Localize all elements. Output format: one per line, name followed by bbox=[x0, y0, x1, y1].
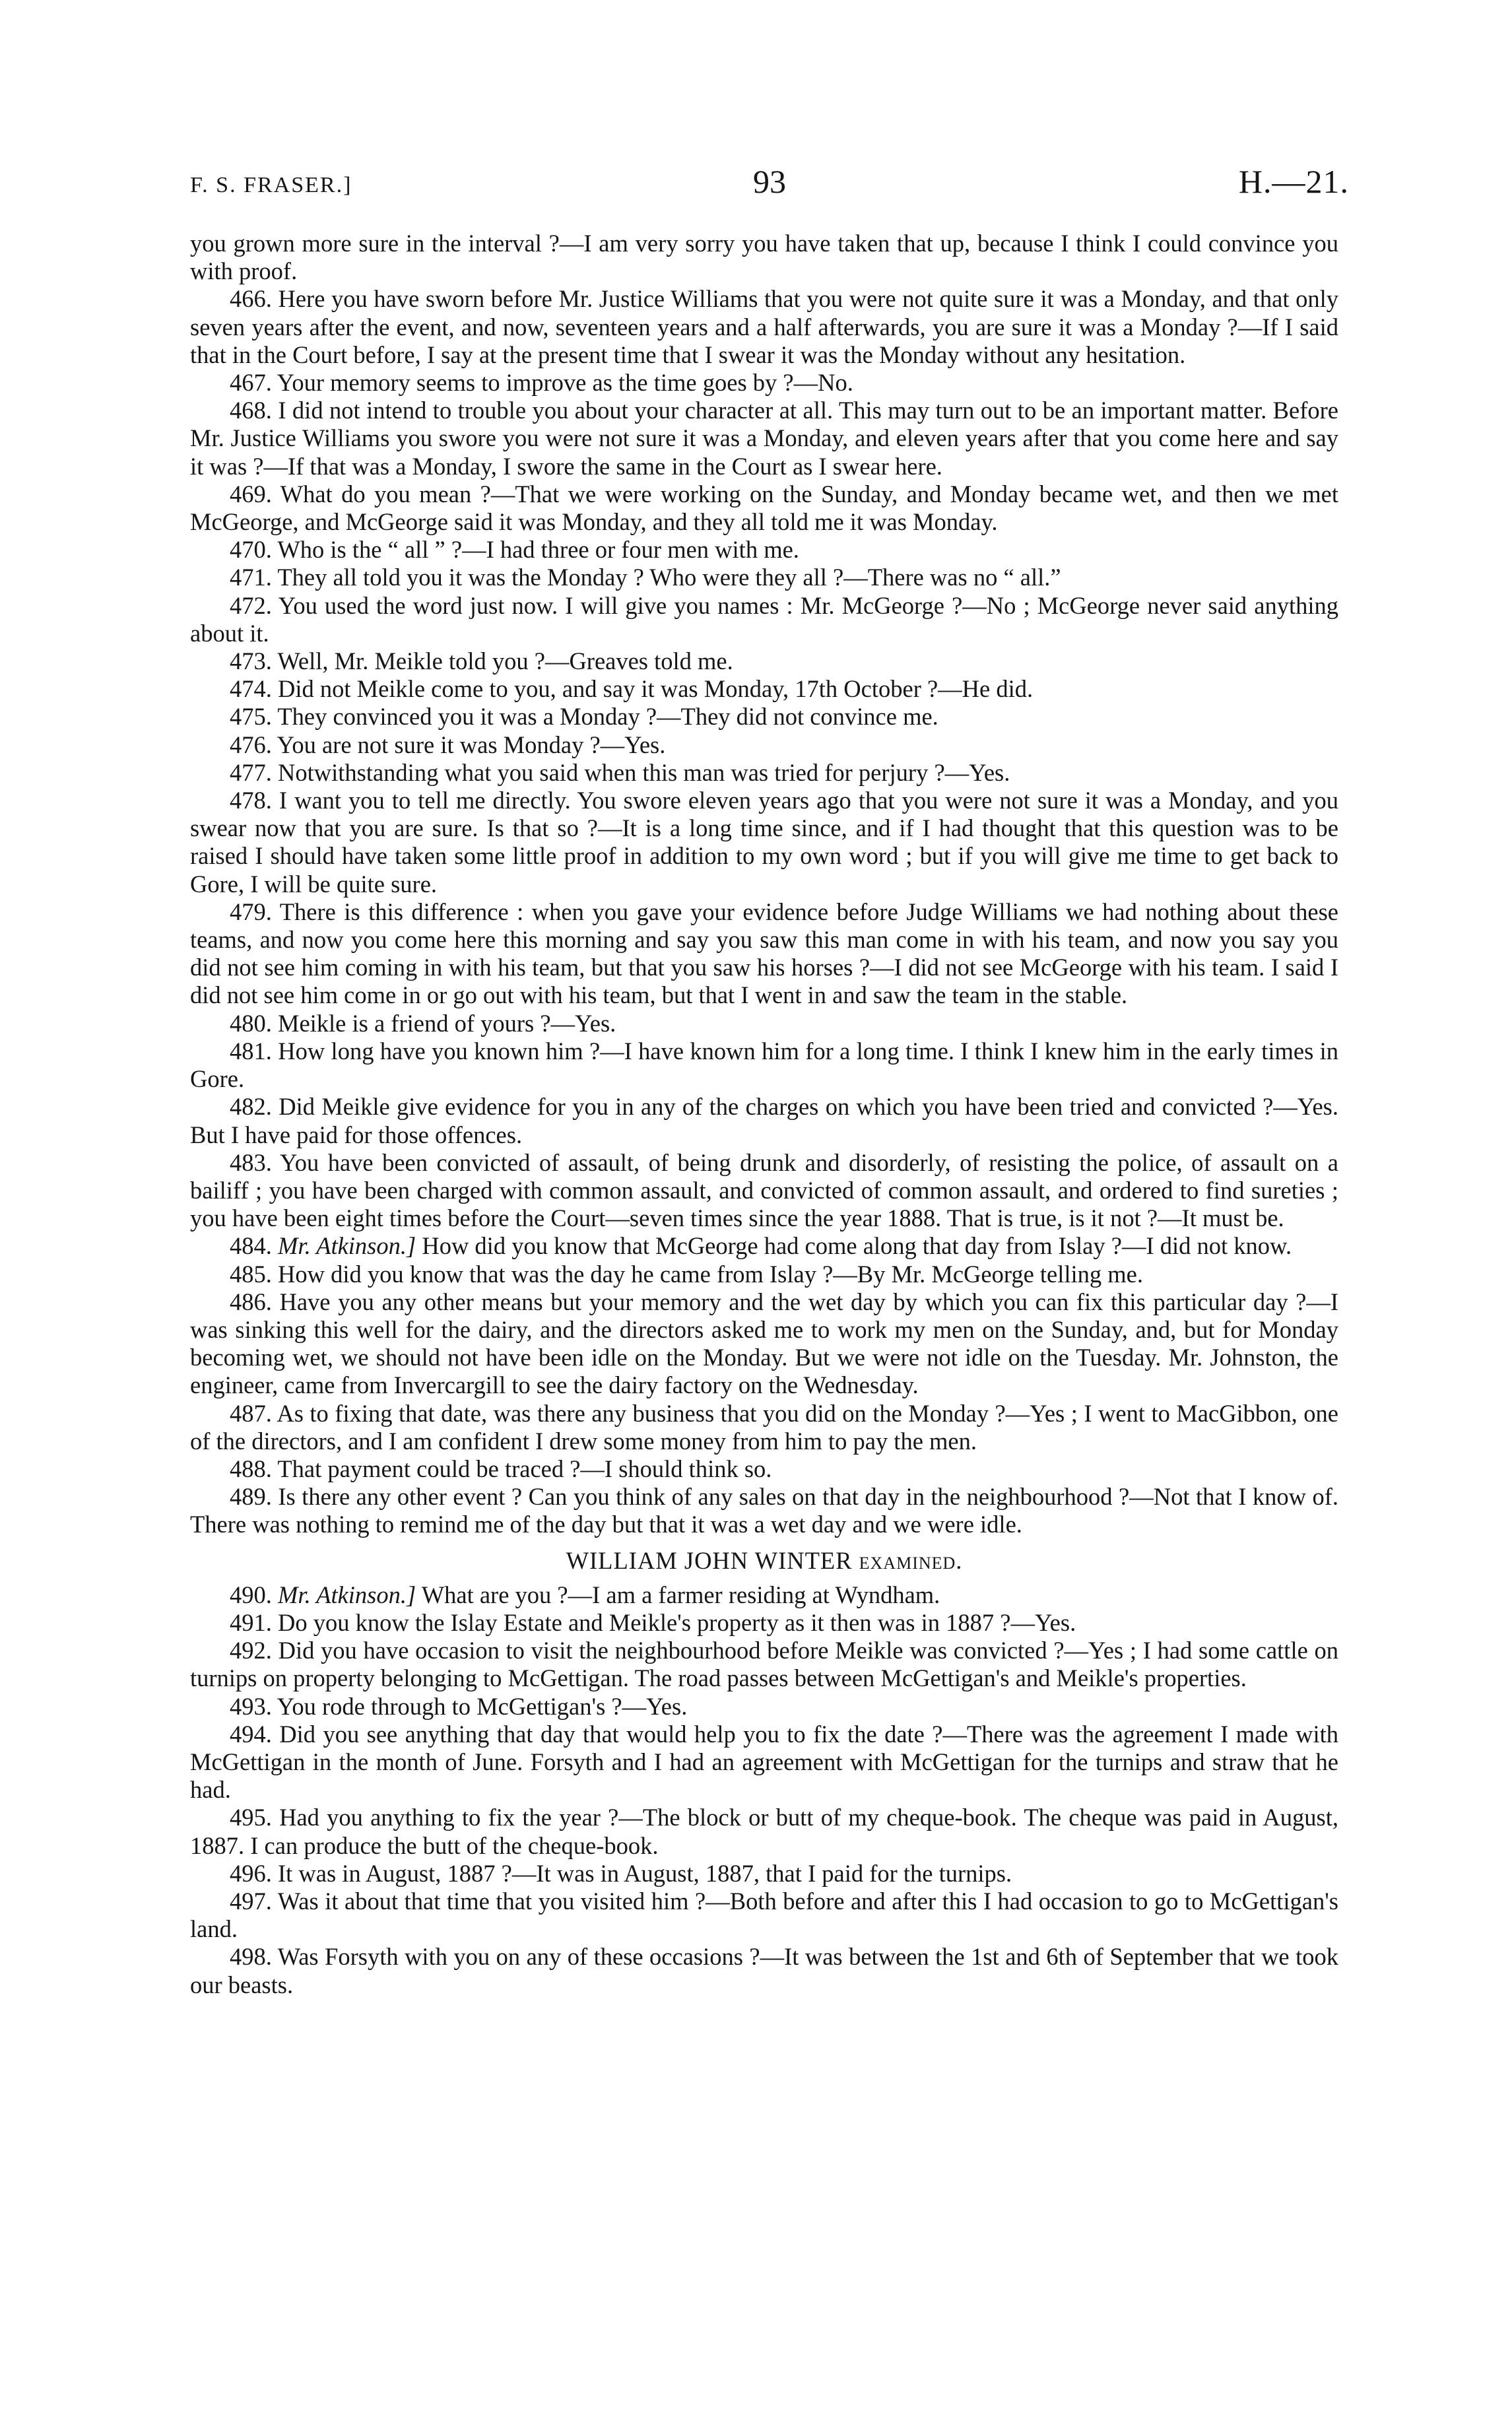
testimony-paragraph bbox=[190, 1804, 1338, 1859]
question-number: 475. bbox=[230, 703, 272, 731]
paragraph-text: How long have you known him ?—I have known him for a long time. I think I knew him in the early times in Gore. bbox=[190, 1037, 1339, 1093]
question-number: 495. bbox=[230, 1804, 272, 1831]
question-number: 477. bbox=[230, 758, 272, 786]
paragraph-text: What do you mean ?—That we were working on the Sunday, and Monday became wet, and then we met McGeorge, and McGeorge said it was Monday, and they all told me it was Monday. bbox=[190, 480, 1338, 536]
question-number: 493. bbox=[230, 1692, 272, 1720]
testimony-paragraph bbox=[190, 1609, 1338, 1637]
testimony-paragraph bbox=[190, 1261, 1338, 1288]
question-number: 468. bbox=[230, 397, 272, 424]
testimony-paragraph bbox=[190, 1010, 1338, 1037]
paragraph-text: You used the word just now. I will give you names : Mr. McGeorge ?—No ; McGeorge never said anything about it. bbox=[190, 591, 1338, 647]
paragraph-text: They all told you it was the Monday ? Who were they all ?—There was no “ all.” bbox=[277, 564, 1061, 591]
question-number: 472. bbox=[230, 591, 272, 619]
paragraph-text: Did you see anything that day that would help you to fix the date ?—There was the agreement I made with McGettigan in the month of June. Forsyth and I had an agreement with McGettigan for the turnips and straw that he had. bbox=[190, 1720, 1338, 1804]
question-number: 484. bbox=[230, 1232, 272, 1260]
paragraph-text: Is there any other event ? Can you think of any sales on that day in the neighbourhood ?—Not that I know of. There was nothing to remind me of the day but that it was a wet day and we were idle. bbox=[190, 1483, 1339, 1538]
testimony-paragraph bbox=[190, 564, 1338, 591]
testimony-paragraph bbox=[190, 1637, 1338, 1692]
paragraph-text: Meikle is a friend of yours ?—Yes. bbox=[278, 1009, 616, 1037]
testimony-paragraph bbox=[190, 703, 1338, 731]
question-number: 498. bbox=[230, 1943, 272, 1971]
question-number: 480. bbox=[230, 1009, 272, 1037]
question-number: 469. bbox=[230, 480, 272, 508]
page-number: 93 bbox=[753, 163, 786, 200]
paragraph-text: There is this difference : when you gave your evidence before Judge Williams we had nothing about these teams, and now you come here this morning and say you saw this man come in with his team, and now you say you did not see him coming in with his team, but that you saw his horses ?—I did not see McGeorge with his team. I said I did not see him come in or go out with his team, but that I went in and saw the team in the stable. bbox=[190, 898, 1339, 1009]
question-number: 488. bbox=[230, 1455, 272, 1482]
witness-heading: WILLIAM JOHN WINTER examined. bbox=[566, 1546, 963, 1574]
testimony-paragraph bbox=[190, 230, 1338, 285]
question-number: 481. bbox=[230, 1037, 272, 1065]
testimony-paragraph bbox=[190, 536, 1338, 564]
question-number: 482. bbox=[230, 1093, 272, 1121]
testimony-paragraph bbox=[190, 898, 1338, 1010]
speaker-label: Mr. Atkinson.] bbox=[278, 1581, 416, 1608]
testimony-paragraph bbox=[190, 1693, 1338, 1721]
paragraph-text: you grown more sure in the interval ?—I am very sorry you have taken that up, because I think I could convince you with proof. bbox=[190, 230, 1338, 285]
paragraph-text: How did you know that McGeorge had come along that day from Islay ?—I did not know. bbox=[422, 1232, 1292, 1260]
question-number: 483. bbox=[230, 1148, 272, 1176]
testimony-paragraph bbox=[190, 1943, 1338, 1998]
header-witness-name: F. S. FRASER.] bbox=[190, 173, 352, 197]
question-number: 470. bbox=[230, 536, 272, 564]
question-number: 489. bbox=[230, 1483, 272, 1511]
testimony-paragraph bbox=[190, 675, 1338, 703]
testimony-paragraph bbox=[190, 1288, 1338, 1400]
paragraph-text: You rode through to McGettigan's ?—Yes. bbox=[277, 1692, 688, 1720]
question-number: 485. bbox=[230, 1260, 272, 1288]
testimony-paragraph bbox=[190, 731, 1338, 759]
question-number: 492. bbox=[230, 1637, 272, 1664]
paragraph-text: They convinced you it was a Monday ?—They did not convince me. bbox=[277, 703, 938, 731]
document-body bbox=[190, 230, 1338, 1999]
paragraph-text: Was Forsyth with you on any of these occasions ?—It was between the 1st and 6th of September that we took our beasts. bbox=[190, 1943, 1338, 1998]
question-number: 486. bbox=[230, 1288, 272, 1315]
testimony-paragraph bbox=[190, 1400, 1338, 1455]
paragraph-text: Well, Mr. Meikle told you ?—Greaves told me. bbox=[277, 647, 733, 675]
paragraph-text: As to fixing that date, was there any business that you did on the Monday ?—Yes ; I went to MacGibbon, one of the directors, and I am confident I drew some money from him to pay the men. bbox=[190, 1399, 1338, 1455]
testimony-paragraph bbox=[190, 480, 1338, 536]
testimony-paragraph bbox=[190, 1093, 1338, 1148]
page-header bbox=[190, 157, 1349, 210]
testimony-paragraph bbox=[190, 647, 1338, 675]
testimony-paragraph bbox=[190, 1860, 1338, 1888]
question-number: 474. bbox=[230, 675, 272, 703]
testimony-paragraph bbox=[190, 1721, 1338, 1804]
paragraph-text: Did you have occasion to visit the neighbourhood before Meikle was convicted ?—Yes ; I had some cattle on turnips on property belonging to McGettigan. The road passes between McGettigan's and Meikle's properties. bbox=[190, 1637, 1339, 1692]
question-number: 471. bbox=[230, 564, 272, 591]
testimony-paragraph bbox=[190, 787, 1338, 898]
paragraph-text: Was it about that time that you visited him ?—Both before and after this I had occasion to go to McGettigan's land. bbox=[190, 1887, 1338, 1943]
paragraph-text: Had you anything to fix the year ?—The block or butt of my cheque-book. The cheque was paid in August, 1887. I can produce the butt of the cheque-book. bbox=[190, 1804, 1339, 1859]
testimony-paragraph bbox=[190, 1149, 1338, 1233]
question-number: 497. bbox=[230, 1887, 272, 1915]
question-number: 466. bbox=[230, 285, 272, 313]
paragraph-text: It was in August, 1887 ?—It was in August, 1887, that I paid for the turnips. bbox=[278, 1859, 1012, 1887]
question-number: 496. bbox=[230, 1859, 272, 1887]
paragraph-text: Have you any other means but your memory and the wet day by which you can fix this particular day ?—I was sinking this well for the dairy, and the directors asked me to work my men on the Sunday, and, but for Monday becoming wet, we should not have been idle on the Monday. But we were not idle on the Tuesday. Mr. Johnston, the engineer, came from Invercargill to see the dairy factory on the Wednesday. bbox=[190, 1288, 1338, 1399]
paragraph-text: I want you to tell me directly. You swore eleven years ago that you were not sure it was a Monday, and you swear now that you are sure. Is that so ?—It is a long time since, and if I had thought that this question was to be raised I should have taken some little proof in addition to my own word ; but if you will give me time to get back to Gore, I will be quite sure. bbox=[190, 787, 1339, 898]
testimony-paragraph bbox=[190, 1232, 1338, 1260]
testimony-paragraph bbox=[190, 369, 1338, 397]
testimony-paragraph bbox=[190, 285, 1338, 369]
question-number: 487. bbox=[230, 1399, 272, 1427]
question-number: 490. bbox=[230, 1581, 272, 1608]
testimony-paragraph bbox=[190, 1581, 1338, 1609]
question-number: 473. bbox=[230, 647, 272, 675]
testimony-paragraph bbox=[190, 1483, 1338, 1538]
paragraph-text: Did not Meikle come to you, and say it was Monday, 17th October ?—He did. bbox=[278, 675, 1034, 703]
paragraph-text: Do you know the Islay Estate and Meikle's property as it then was in 1887 ?—Yes. bbox=[278, 1608, 1076, 1636]
question-number: 479. bbox=[230, 898, 272, 925]
paragraph-text: Who is the “ all ” ?—I had three or four men with me. bbox=[277, 536, 799, 564]
testimony-paragraph bbox=[190, 1037, 1338, 1093]
testimony-paragraph bbox=[190, 397, 1338, 480]
paragraph-text: Here you have sworn before Mr. Justice Williams that you were not quite sure it was a Monday, and that only seven years after the event, and now, seventeen years and a half afterwards, you are sure it was a Monday ?—If I said that in the Court before, I say at the present time that I swear it was the Monday without any hesitation. bbox=[190, 285, 1339, 368]
question-number: 491. bbox=[230, 1608, 272, 1636]
paper-reference: H.—21. bbox=[1238, 163, 1349, 200]
paragraph-text: How did you know that was the day he came from Islay ?—By Mr. McGeorge telling me. bbox=[278, 1260, 1144, 1288]
paragraph-text: Notwithstanding what you said when this man was tried for perjury ?—Yes. bbox=[278, 758, 1010, 786]
testimony-paragraph bbox=[190, 1455, 1338, 1483]
paragraph-text: Did Meikle give evidence for you in any of the charges on which you have been tried and convicted ?—Yes. But I have paid for those offences. bbox=[190, 1093, 1339, 1148]
question-number: 494. bbox=[230, 1720, 272, 1748]
speaker-label: Mr. Atkinson.] bbox=[278, 1232, 416, 1260]
question-number: 478. bbox=[230, 787, 272, 814]
paragraph-text: That payment could be traced ?—I should think so. bbox=[277, 1455, 772, 1482]
question-number: 476. bbox=[230, 731, 272, 758]
testimony-paragraph bbox=[190, 592, 1338, 647]
paragraph-text: What are you ?—I am a farmer residing at Wyndham. bbox=[421, 1581, 940, 1608]
paragraph-text: I did not intend to trouble you about your character at all. This may turn out to be an important matter. Before Mr. Justice Williams you swore you were not sure it was a Monday, and eleven years after that you come here and say it was ?—If that was a Monday, I swore the same in the Court as I swear here. bbox=[190, 397, 1338, 480]
testimony-paragraph bbox=[190, 759, 1338, 787]
paragraph-text: You have been convicted of assault, of being drunk and disorderly, of resisting the police, of assault on a bailiff ; you have been charged with common assault, and convicted of common assault, and ordered to find sureties ; you have been eight times before the Court—seven times since the year 1888. That is true, is it not ?—It must be. bbox=[190, 1148, 1338, 1232]
question-number: 467. bbox=[230, 369, 272, 397]
testimony-paragraph bbox=[190, 1888, 1338, 1943]
paragraph-text: You are not sure it was Monday ?—Yes. bbox=[277, 731, 666, 758]
paragraph-text: Your memory seems to improve as the time goes by ?—No. bbox=[277, 369, 853, 397]
